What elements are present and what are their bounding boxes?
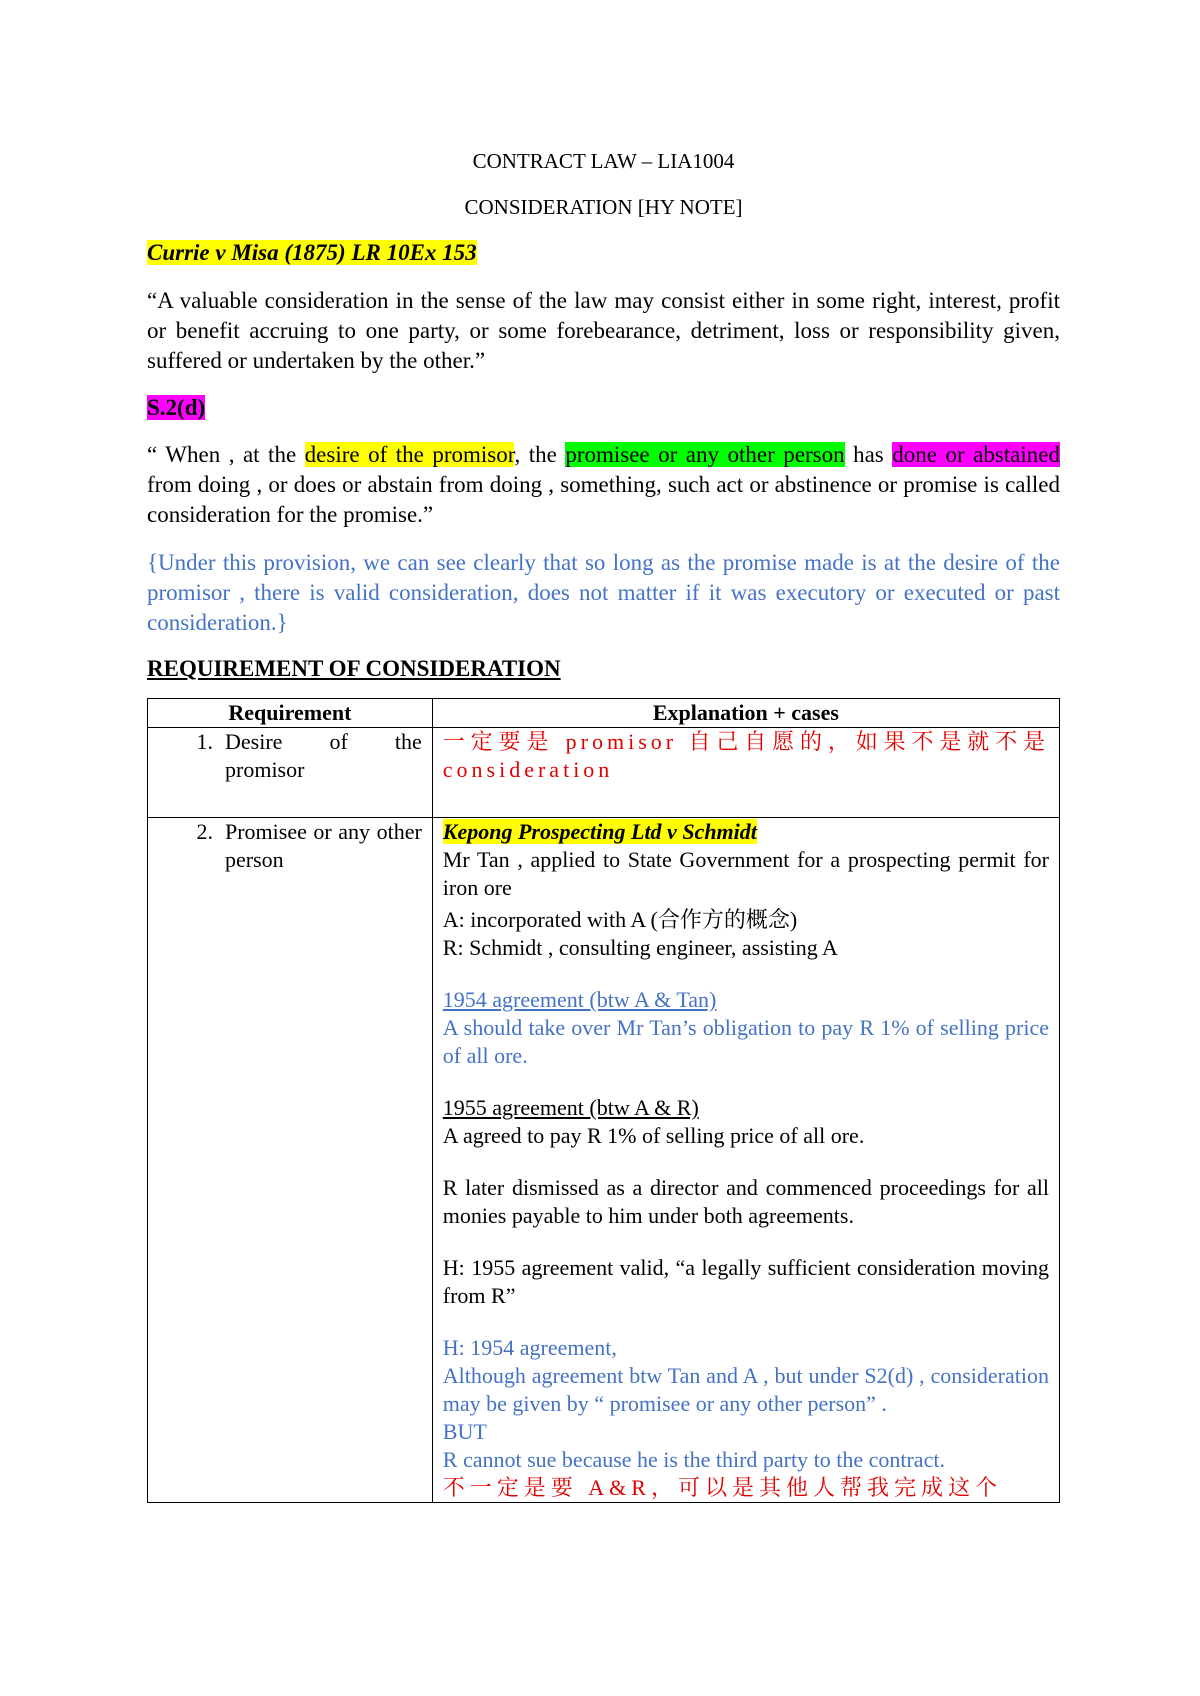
table-row	[148, 728, 1060, 818]
agreement-1955-heading: 1955 agreement (btw A & R)	[442, 1095, 699, 1120]
case-quote: “A valuable consideration in the sense of the law may consist either in some right, interest, profit or benefit accruing to one party, or some forebearance, detriment, loss or responsibility given, suffered or undertaken by the other.”	[147, 288, 1060, 373]
agreement-1954-text: A should take over Mr Tan’s obligation to pay R 1% of selling price of all ore.	[442, 1015, 1049, 1068]
column-header-requirement: Requirement	[148, 699, 433, 728]
holding-1955: H: 1955 agreement valid, “a legally sufficient consideration moving from R”	[442, 1255, 1049, 1308]
requirements-table	[147, 698, 1060, 1503]
highlight-desire: desire of the promisor	[304, 442, 515, 467]
requirement-cell	[148, 728, 433, 818]
requirements-heading: REQUIREMENT OF CONSIDERATION	[147, 656, 561, 681]
fact-text: R: Schmidt , consulting engineer, assisting A	[442, 935, 838, 960]
requirement-text: Desire of the promisor	[225, 729, 422, 782]
table-header-row	[148, 699, 1060, 728]
column-header-explanation: Explanation + cases	[432, 699, 1059, 728]
table-row	[148, 818, 1060, 1503]
agreement-1955-text: A agreed to pay R 1% of selling price of all ore.	[442, 1123, 865, 1148]
document-title: CONTRACT LAW – LIA1004	[472, 149, 735, 173]
section-note: {Under this provision, we can see clearly that so long as the promise made is at the desire of the promisor , there is valid consideration, does not matter if it was executory or executed or past consideration.}	[147, 550, 1060, 635]
requirement-text: Promisee or any other person	[225, 819, 422, 872]
explanation-cell	[432, 818, 1059, 1503]
section-heading	[147, 393, 1060, 423]
fact-text: Mr Tan , applied to State Government for a prospecting permit for iron ore	[442, 847, 1049, 900]
requirement-cell	[148, 818, 433, 1503]
case-name-kepong: Kepong Prospecting Ltd v Schmidt	[442, 819, 757, 844]
section-quote-part1: “ When , at the	[147, 442, 305, 467]
explanation-cell: 一定要是 promisor 自己自愿的，如果不是就不是 consideration	[432, 728, 1059, 818]
chinese-note: 不一定是要 A&R，可以是其他人帮我完成这个	[442, 1475, 1002, 1500]
case-name-currie: Currie v Misa (1875) LR 10Ex 153	[147, 240, 477, 265]
document-subtitle: CONSIDERATION [HY NOTE]	[464, 195, 743, 219]
row-number: 1.	[196, 729, 213, 754]
fact-text: A: incorporated with A (合作方的概念)	[442, 907, 798, 932]
highlight-promisee: promisee or any other person	[565, 442, 845, 467]
holding-1954-heading: H: 1954 agreement,	[442, 1335, 617, 1360]
agreement-1954-heading: 1954 agreement (btw A & Tan)	[442, 987, 717, 1012]
but-text: BUT	[442, 1419, 487, 1444]
holding-1954-text: Although agreement btw Tan and A , but under S2(d) , consideration may be given by “ promisee or any other person” .	[442, 1363, 1049, 1416]
section-quote-part2: , the	[514, 442, 566, 467]
highlight-done: done or abstained	[892, 442, 1060, 467]
dismissal-text: R later dismissed as a director and commenced proceedings for all monies payable to him under both agreements.	[442, 1175, 1049, 1228]
section-quote-part3: has	[844, 442, 893, 467]
section-quote	[147, 440, 1060, 530]
case-heading	[147, 238, 1060, 268]
row-number: 2.	[196, 819, 213, 844]
section-quote-part4: from doing , or does or abstain from doing , something, such act or abstinence or promise is called consideration for the promise.”	[147, 472, 1060, 527]
section-name: S.2(d)	[147, 395, 206, 420]
third-party-text: R cannot sue because he is the third party to the contract.	[442, 1447, 945, 1472]
